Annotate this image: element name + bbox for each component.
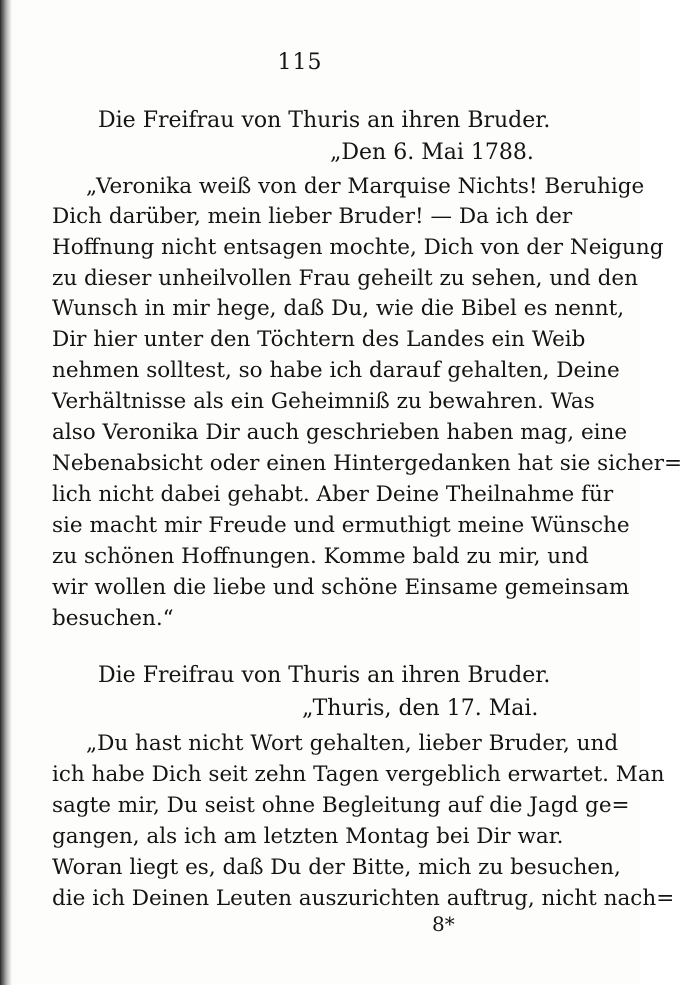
letter-2-dateline: „Thuris, den 17. Mai. [302,696,539,721]
letter-2-line: sagte mir, Du seist ohne Begleitung auf die Jagd ge= [52,793,630,818]
letter-1-line: nehmen solltest, so habe ich darauf gehalten, Deine [52,358,620,383]
letter-1-line: Nebenabsicht oder einen Hintergedanken hat sie sicher= [52,451,682,476]
letter-1-line: Dir hier unter den Töchtern des Landes ein Weib [52,327,586,352]
letter-1-line: Hoffnung nicht entsagen mochte, Dich von der Neigung [52,235,664,260]
letter-1-line: „Veronika weiß von der Marquise Nichts! Beruhige [86,174,645,199]
letter-1-line: also Veronika Dir auch geschrieben haben mag, eine [52,420,628,445]
letter-2-line: die ich Deinen Leuten auszurichten auftrug, nicht nach= [52,886,675,911]
signature-mark: 8* [432,912,455,936]
letter-1-line: zu dieser unheilvollen Frau geheilt zu sehen, und den [52,266,638,291]
binding-edge-shadow [0,0,12,985]
letter-2-heading: Die Freifrau von Thuris an ihren Bruder. [98,663,551,688]
letter-2-line: ich habe Dich seit zehn Tagen vergeblich erwartet. Man [52,762,665,787]
letter-1-line: besuchen.“ [52,606,174,631]
letter-1-line: zu schönen Hoffnungen. Komme bald zu mir, und [52,544,589,569]
letter-2-line: „Du hast nicht Wort gehalten, lieber Bruder, und [86,731,619,756]
letter-2-line: Woran liegt es, daß Du der Bitte, mich zu besuchen, [52,855,621,880]
letter-1-line: Verhältnisse als ein Geheimniß zu bewahren. Was [52,389,595,414]
letter-1-heading: Die Freifrau von Thuris an ihren Bruder. [98,108,551,133]
page-number: 115 [277,50,323,75]
letter-1-line: lich nicht dabei gehabt. Aber Deine Theilnahme für [52,482,614,507]
letter-1-line: wir wollen die liebe und schöne Einsame gemeinsam [52,575,630,600]
letter-1-line: Wunsch in mir hege, daß Du, wie die Bibel es nennt, [52,296,625,321]
letter-1-dateline: „Den 6. Mai 1788. [330,140,534,165]
letter-1-line: sie macht mir Freude und ermuthigt meine Wünsche [52,513,630,538]
letter-1-line: Dich darüber, mein lieber Bruder! — Da ich der [52,204,573,229]
letter-2-line: gangen, als ich am letzten Montag bei Dir war. [52,824,564,849]
